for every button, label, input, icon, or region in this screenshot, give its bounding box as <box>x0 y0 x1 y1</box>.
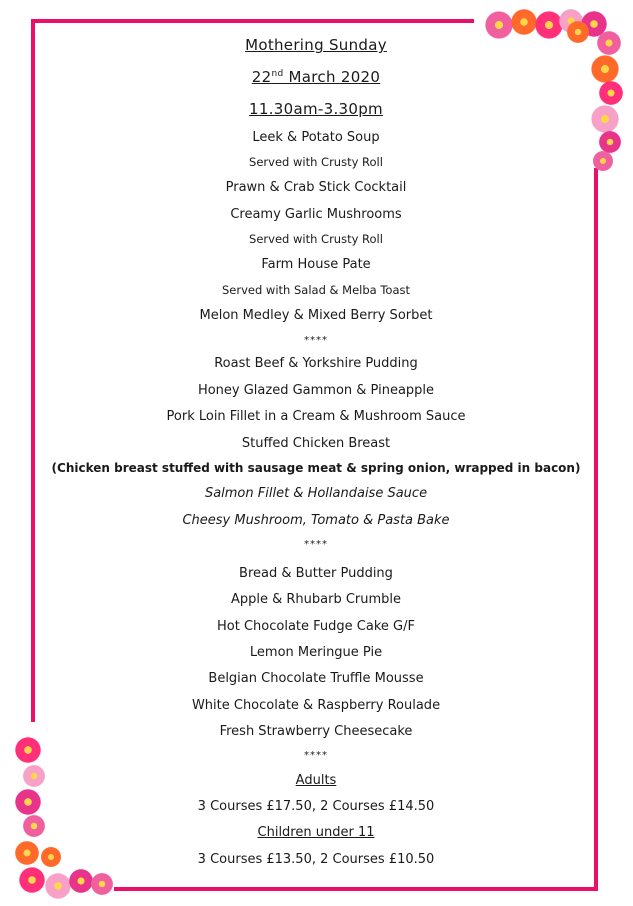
main-item: Stuffed Chicken Breast <box>241 436 391 451</box>
starter-note: Served with Salad & Melba Toast <box>221 283 410 297</box>
dessert-item: Hot Chocolate Fudge Cake G/F <box>217 619 415 634</box>
dessert-item: Apple & Rhubarb Crumble <box>230 592 402 607</box>
course-separator: **** <box>304 539 328 550</box>
flower-icon <box>566 20 590 44</box>
flower-icon <box>592 150 614 172</box>
dessert-item: Belgian Chocolate Truffle Mousse <box>208 671 424 686</box>
course-separator: **** <box>304 750 328 761</box>
adults-prices: 3 Courses £17.50, 2 Courses £14.50 <box>197 799 435 814</box>
flower-icon <box>14 788 42 816</box>
flower-icon <box>596 30 622 56</box>
flower-icon <box>14 840 40 866</box>
flower-icon <box>590 54 620 84</box>
flower-icon <box>40 846 62 868</box>
flower-icon <box>598 80 624 106</box>
flower-icon <box>14 736 42 764</box>
children-label: Children under 11 <box>257 825 375 840</box>
starter-item: Creamy Garlic Mushrooms <box>230 207 402 222</box>
flower-icon <box>22 764 46 788</box>
starter-item: Farm House Pate <box>261 257 371 272</box>
main-item: Honey Glazed Gammon & Pineapple <box>197 383 435 398</box>
main-item: Cheesy Mushroom, Tomato & Pasta Bake <box>182 513 450 528</box>
children-prices: 3 Courses £13.50, 2 Courses £10.50 <box>197 852 435 867</box>
starter-note: Served with Crusty Roll <box>249 155 383 169</box>
main-item: Pork Loin Fillet in a Cream & Mushroom Sauce <box>166 409 466 424</box>
starter-item: Prawn & Crab Stick Cocktail <box>225 180 407 195</box>
adults-label: Adults <box>295 773 337 788</box>
starter-note: Served with Crusty Roll <box>249 232 383 246</box>
main-item: Roast Beef & Yorkshire Pudding <box>214 356 418 371</box>
dessert-item: Bread & Butter Pudding <box>239 566 393 581</box>
menu-date: 22nd March 2020 <box>251 68 381 86</box>
starter-item: Melon Medley & Mixed Berry Sorbet <box>199 308 433 323</box>
menu-time: 11.30am-3.30pm <box>249 100 383 118</box>
flower-icon <box>18 866 46 894</box>
main-item: Salmon Fillet & Hollandaise Sauce <box>204 486 428 501</box>
flower-icon <box>22 814 46 838</box>
flower-icon <box>590 104 620 134</box>
dessert-item: Lemon Meringue Pie <box>249 645 383 660</box>
flower-icon <box>90 872 114 896</box>
dessert-item: White Chocolate & Raspberry Roulade <box>191 698 441 713</box>
course-separator: **** <box>304 335 328 346</box>
starter-item: Leek & Potato Soup <box>252 130 380 145</box>
menu-title: Mothering Sunday <box>245 36 387 54</box>
dessert-item: Fresh Strawberry Cheesecake <box>219 724 413 739</box>
main-note: (Chicken breast stuffed with sausage meat & spring onion, wrapped in bacon) <box>51 461 581 475</box>
